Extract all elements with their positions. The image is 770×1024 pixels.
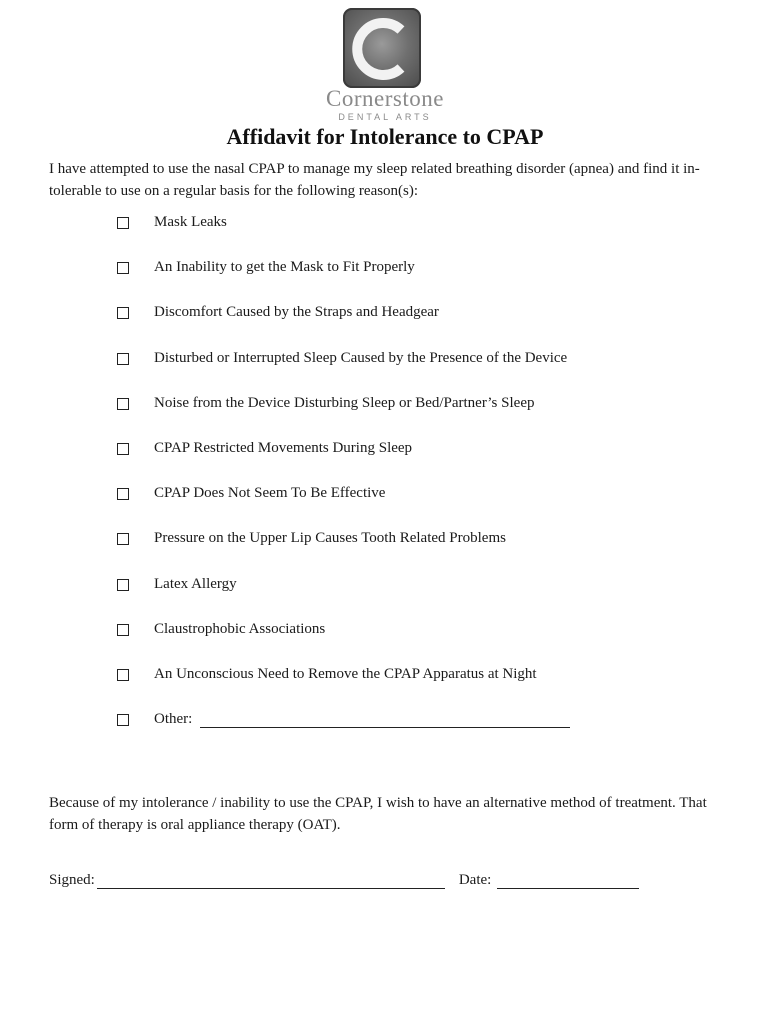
reason-label: An Unconscious Need to Remove the CPAP Apparatus at Night (154, 665, 537, 682)
reasons-list (117, 214, 637, 756)
other-label: Other: (154, 711, 193, 728)
checkbox[interactable] (117, 398, 129, 410)
signature-line[interactable] (97, 872, 445, 889)
reason-label: CPAP Does Not Seem To Be Effective (154, 485, 386, 502)
reason-label: Disturbed or Interrupted Sleep Caused by the Presence of the Device (154, 349, 568, 366)
intro-paragraph: I have attempted to use the nasal CPAP to manage my sleep related breathing disorder (apnea) and find it in-tolerable to use on a regular basis for the following reason(s): (49, 161, 700, 199)
checkbox-other[interactable] (117, 714, 129, 726)
reason-label: Discomfort Caused by the Straps and Headgear (154, 304, 439, 321)
other-input-line[interactable] (200, 711, 570, 728)
reason-item (117, 304, 637, 349)
checkbox[interactable] (117, 262, 129, 274)
logo-subtitle: DENTAL ARTS (338, 112, 432, 122)
reason-item (117, 259, 637, 304)
reason-item (117, 530, 637, 575)
reason-item (117, 485, 637, 530)
logo-mark (343, 8, 421, 88)
reason-label: Pressure on the Upper Lip Causes Tooth Related Problems (154, 530, 506, 547)
reason-item (117, 576, 637, 621)
document-title: Affidavit for Intolerance to CPAP (226, 124, 544, 149)
checkbox[interactable] (117, 353, 129, 365)
reason-item (117, 440, 637, 485)
checkbox[interactable] (117, 217, 129, 229)
checkbox[interactable] (117, 579, 129, 591)
reason-label: CPAP Restricted Movements During Sleep (154, 439, 413, 456)
closing-paragraph: Because of my intolerance / inability to use the CPAP, I wish to have an alternative method of treatment. That form of therapy is oral appliance therapy (OAT). (49, 795, 707, 833)
checkbox[interactable] (117, 533, 129, 545)
checkbox[interactable] (117, 669, 129, 681)
reason-label: An Inability to get the Mask to Fit Properly (154, 259, 415, 276)
date-label: Date: (458, 872, 492, 888)
reason-item (117, 214, 637, 259)
reason-item-other (117, 711, 637, 756)
checkbox[interactable] (117, 624, 129, 636)
reason-label: Mask Leaks (154, 214, 227, 230)
reason-item (117, 666, 637, 711)
reason-label: Claustrophobic Associations (154, 620, 326, 637)
reason-item (117, 395, 637, 440)
logo-name: Cornerstone (326, 86, 444, 111)
checkbox[interactable] (117, 307, 129, 319)
checkbox[interactable] (117, 488, 129, 500)
reason-label: Noise from the Device Disturbing Sleep or Bed/Partner’s Sleep (154, 394, 535, 411)
checkbox[interactable] (117, 443, 129, 455)
date-line[interactable] (497, 872, 639, 889)
signature-row (49, 872, 749, 889)
signed-label: Signed: (49, 872, 95, 888)
reason-item (117, 621, 637, 666)
reason-label: Latex Allergy (154, 575, 237, 592)
logo (300, 8, 470, 124)
reason-item (117, 350, 637, 395)
